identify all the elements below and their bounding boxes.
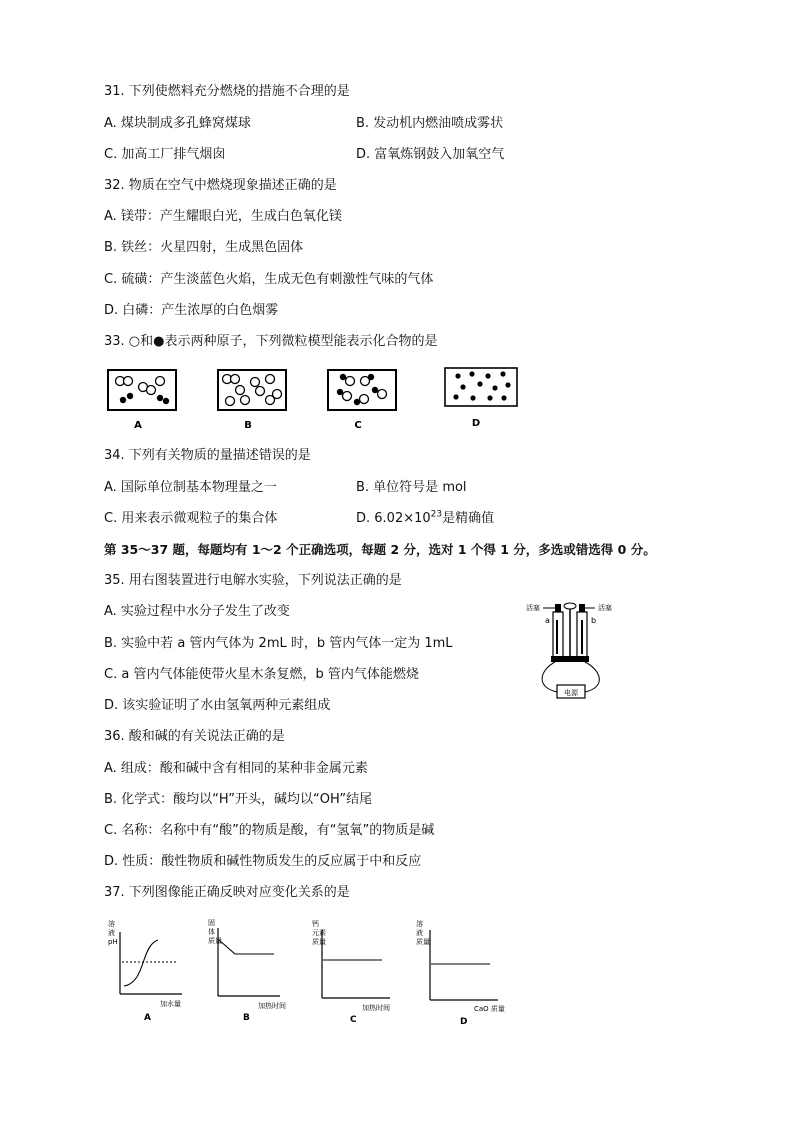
q31-option-a: A. 煤块制成多孔蜂窝煤球 xyxy=(104,116,251,131)
q31-option-b: B. 发动机内燃油喷成雾状 xyxy=(356,116,504,131)
graph-d xyxy=(416,919,505,1027)
svg-text:加热时间: 加热时间 xyxy=(258,1002,286,1010)
svg-text:液: 液 xyxy=(108,929,115,937)
q35-option-b: B. 实验中若 a 管内气体为 2mL 时，b 管内气体一定为 1mL xyxy=(104,636,453,651)
graphs-figure xyxy=(100,912,520,1030)
q34-option-a: A. 国际单位制基本物理量之一 xyxy=(104,480,277,495)
graph-c xyxy=(312,919,390,1025)
particle-box-c xyxy=(328,370,396,431)
svg-text:固: 固 xyxy=(208,919,215,927)
svg-text:质量: 质量 xyxy=(312,938,326,946)
svg-text:钙: 钙 xyxy=(312,920,319,928)
q34-option-c: C. 用来表示微观粒子的集合体 xyxy=(104,511,278,526)
q34-option-b: B. 单位符号是 mol xyxy=(356,480,467,495)
question-36-stem: 36. 酸和碱的有关说法正确的是 xyxy=(104,729,285,744)
q31-option-d: D. 富氧炼钢鼓入加氧空气 xyxy=(356,147,505,162)
tube-a-label: a xyxy=(545,616,550,625)
particle-box-a xyxy=(108,370,176,431)
q34-option-d-exponent: 23 xyxy=(430,509,443,520)
svg-text:体: 体 xyxy=(208,928,215,936)
box-label-b: B xyxy=(244,420,252,431)
q36-option-b: B. 化学式：酸均以“H”开头，碱均以“OH”结尾 xyxy=(104,792,373,807)
graph-a xyxy=(108,919,182,1023)
q34-option-d-suffix: 是精确值 xyxy=(442,511,495,526)
q36-option-d: D. 性质：酸性物质和碱性物质发生的反应属于中和反应 xyxy=(104,854,422,869)
graph-label-c: C xyxy=(350,1015,357,1025)
question-35-stem: 35. 用右图装置进行电解水实验，下列说法正确的是 xyxy=(104,573,402,588)
particle-models-figure xyxy=(100,362,540,437)
q35-option-d: D. 该实验证明了水由氢氧两种元素组成 xyxy=(104,698,331,713)
question-34-stem: 34. 下列有关物质的量描述错误的是 xyxy=(104,448,311,463)
q32-option-a: A. 镁带：产生耀眼白光，生成白色氧化镁 xyxy=(104,209,342,224)
question-33-stem: 33. ○和●表示两种原子，下列微粒模型能表示化合物的是 xyxy=(104,334,438,349)
question-31-stem: 31. 下列使燃料充分燃烧的措施不合理的是 xyxy=(104,84,350,99)
graph-label-d: D xyxy=(460,1017,468,1027)
svg-text:液: 液 xyxy=(416,929,423,937)
q36-option-a: A. 组成：酸和碱中含有相同的某种非金属元素 xyxy=(104,761,368,776)
tube-b-label: b xyxy=(591,616,597,625)
question-37-stem: 37. 下列图像能正确反映对应变化关系的是 xyxy=(104,885,350,900)
svg-text:质量: 质量 xyxy=(208,937,222,945)
q32-option-d: D. 白磷：产生浓厚的白色烟雾 xyxy=(104,303,279,318)
q34-option-d xyxy=(356,510,494,528)
box-label-d: D xyxy=(471,418,481,429)
q34-option-d-prefix: D. 6.02×10 xyxy=(356,511,431,526)
q32-option-b: B. 铁丝：火星四射，生成黑色固体 xyxy=(104,240,304,255)
box-label-c: C xyxy=(354,420,362,431)
graph-b xyxy=(208,918,286,1023)
svg-text:溶: 溶 xyxy=(108,920,115,928)
svg-text:pH: pH xyxy=(108,938,118,946)
q32-option-c: C. 硫磺：产生淡蓝色火焰，生成无色有刺激性气味的气体 xyxy=(104,272,434,287)
left-valve-label: 活塞 xyxy=(526,604,540,612)
svg-text:加水量: 加水量 xyxy=(160,1000,181,1008)
svg-text:溶: 溶 xyxy=(416,920,423,928)
q35-option-c: C. a 管内气体能使带火星木条复燃，b 管内气体能燃烧 xyxy=(104,667,419,682)
graph-label-a: A xyxy=(144,1013,151,1023)
electrolysis-apparatus xyxy=(515,592,625,704)
power-supply-label: 电源 xyxy=(564,689,578,697)
graph-label-b: B xyxy=(243,1013,250,1023)
svg-text:质量: 质量 xyxy=(416,938,430,946)
q31-option-c: C. 加高工厂排气烟囱 xyxy=(104,147,226,162)
question-32-stem: 32. 物质在空气中燃烧现象描述正确的是 xyxy=(104,178,337,193)
svg-text:元素: 元素 xyxy=(312,929,326,937)
right-valve-label: 活塞 xyxy=(598,604,612,612)
svg-text:CaO 质量: CaO 质量 xyxy=(474,1005,505,1013)
particle-box-b xyxy=(218,370,286,431)
q35-option-a: A. 实验过程中水分子发生了改变 xyxy=(104,604,290,619)
q36-option-c: C. 名称：名称中有“酸”的物质是酸，有“氢氧”的物质是碱 xyxy=(104,823,435,838)
section-instruction: 第 35～37 题，每题均有 1～2 个正确选项，每题 2 分，选对 1 个得 1 分，多选或错选得 0 分。 xyxy=(104,542,656,557)
svg-text:加热时间: 加热时间 xyxy=(362,1004,390,1012)
box-label-a: A xyxy=(134,420,142,431)
particle-box-d xyxy=(445,368,517,429)
